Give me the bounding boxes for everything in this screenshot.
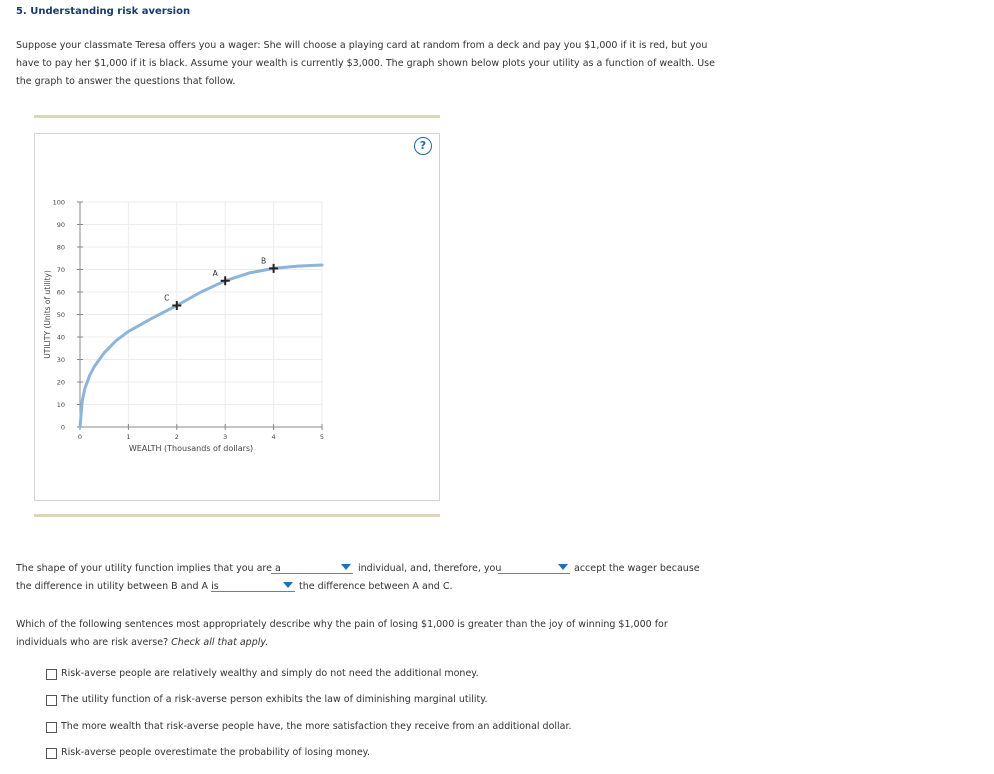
sentence-part-3: accept the wager because [574, 563, 700, 574]
question-2-body: Which of the following sentences most appropriately describe why the pain of losing $1,000 is greater than the joy of winning $1,000 for individuals who are risk averse? [16, 619, 668, 648]
difference-dropdown[interactable] [211, 579, 295, 592]
utility-chart [34, 133, 440, 501]
y-tick-label: 80 [56, 243, 65, 252]
x-tick-label: 0 [77, 433, 83, 441]
y-tick-label: 0 [60, 423, 65, 432]
x-tick-label: 2 [174, 433, 179, 441]
x-axis-label: WEALTH (Thousands of dollars) [128, 444, 254, 453]
point-label: B [261, 256, 267, 266]
help-button[interactable]: ? [414, 137, 432, 155]
option-4-label: Risk-averse people overestimate the probability of losing money. [61, 747, 370, 758]
y-tick-label: 40 [56, 333, 65, 342]
y-tick-label: 30 [56, 356, 65, 364]
option-3-checkbox[interactable] [46, 722, 57, 733]
sentence-part-4: the difference in utility between B and A is [16, 581, 219, 592]
question-2-instruction: Check all that apply. [171, 637, 269, 648]
chevron-down-icon [341, 564, 351, 570]
sentence-part-1: The shape of your utility function implies that you are a [16, 563, 281, 574]
y-tick-label: 70 [56, 266, 65, 274]
sentence-part-5: the difference between A and C. [299, 581, 453, 592]
chevron-down-icon [283, 582, 293, 588]
x-tick-label: 4 [271, 433, 276, 441]
y-tick-label: 20 [56, 378, 65, 387]
sentence-part-2: individual, and, therefore, you [358, 563, 502, 574]
point-label: C [164, 293, 170, 303]
chevron-down-icon [558, 564, 568, 570]
risk-type-dropdown[interactable] [271, 561, 353, 574]
y-tick-label: 50 [56, 311, 65, 319]
option-4-checkbox[interactable] [46, 748, 57, 759]
graph-top-rule [34, 115, 440, 118]
point-label: A [212, 268, 218, 278]
accept-dropdown[interactable] [498, 561, 570, 574]
question-2-text [16, 616, 706, 652]
question-title: 5. Understanding risk aversion [16, 6, 191, 17]
y-tick-label: 90 [56, 221, 65, 229]
y-axis-label: UTILITY (Units of utility) [43, 270, 52, 359]
x-tick-label: 1 [126, 433, 131, 441]
option-1-label: Risk-averse people are relatively wealthy and simply do not need the additional money. [61, 668, 479, 679]
graph-bottom-rule [34, 514, 440, 517]
y-tick-label: 10 [56, 401, 65, 409]
y-tick-label: 60 [56, 288, 65, 297]
option-1-checkbox[interactable] [46, 669, 57, 680]
x-tick-label: 5 [319, 433, 325, 441]
utility-curve [80, 265, 322, 427]
y-tick-label: 100 [52, 198, 65, 207]
option-3-label: The more wealth that risk-averse people have, the more satisfaction they receive from an additional dollar. [61, 721, 572, 732]
option-2-checkbox[interactable] [46, 695, 57, 706]
question-intro: Suppose your classmate Teresa offers you a wager: She will choose a playing card at random from a deck and pay you $1,000 if it is red, but you have to pay her $1,000 if it is black. Assume your wealth is currently $3,000. The graph shown below plots your utility as a function of wealth. Use the graph to answer the questions that follow. [16, 40, 715, 87]
option-2-label: The utility function of a risk-averse person exhibits the law of diminishing marginal utility. [61, 694, 488, 705]
x-tick-label: 3 [223, 433, 228, 441]
